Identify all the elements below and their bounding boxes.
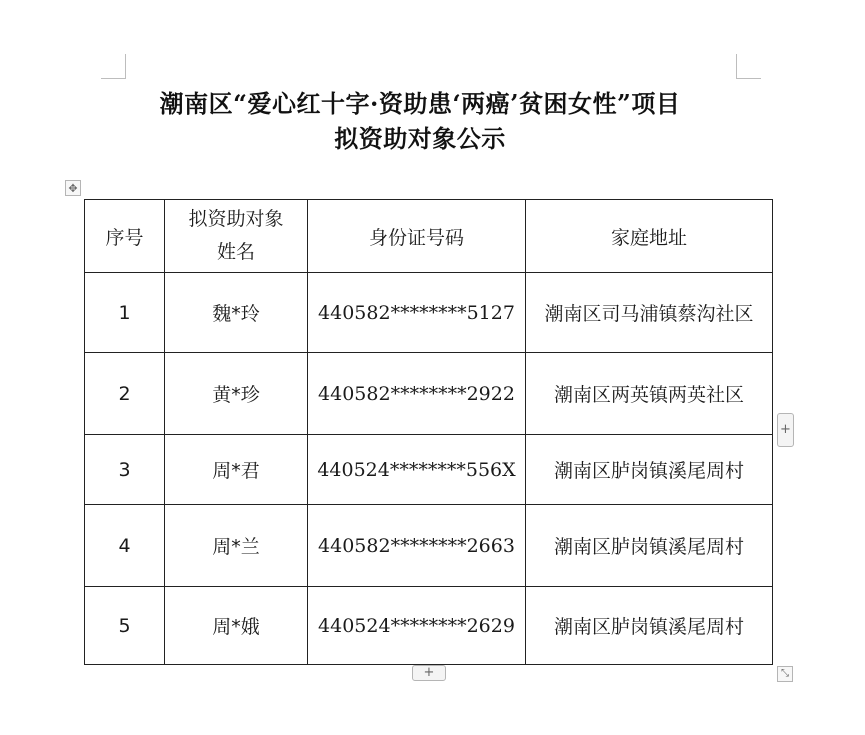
cell-id: 440582********5127 <box>308 273 526 353</box>
cell-address: 潮南区两英镇两英社区 <box>526 353 773 435</box>
header-name-line2: 姓名 <box>216 241 255 263</box>
table-resize-handle[interactable] <box>777 666 793 682</box>
cell-no: 2 <box>85 353 165 435</box>
cell-address: 潮南区胪岗镇溪尾周村 <box>526 587 773 665</box>
cell-no: 1 <box>85 273 165 353</box>
cell-address: 潮南区胪岗镇溪尾周村 <box>526 505 773 587</box>
table-row <box>85 435 773 505</box>
table-row <box>85 505 773 587</box>
cell-address: 潮南区胪岗镇溪尾周村 <box>526 435 773 505</box>
plus-icon: + <box>423 665 435 680</box>
table-row <box>85 273 773 353</box>
cell-id: 440582********2922 <box>308 353 526 435</box>
margin-corner-mark <box>736 54 761 79</box>
cell-name: 黄*珍 <box>165 353 308 435</box>
cell-no: 4 <box>85 505 165 587</box>
header-no: 序号 <box>85 200 165 273</box>
margin-corner-mark <box>101 54 126 79</box>
cell-id: 440524********2629 <box>308 587 526 665</box>
header-name-line1: 拟资助对象 <box>188 208 284 230</box>
header-name <box>165 200 308 273</box>
plus-icon: + <box>780 422 791 437</box>
cell-no: 3 <box>85 435 165 505</box>
table-row <box>85 587 773 665</box>
resize-icon: ⤡ <box>781 668 789 679</box>
cell-name: 周*君 <box>165 435 308 505</box>
cell-name: 周*娥 <box>165 587 308 665</box>
document-title-line1: 潮南区“爱心红十字·资助患‘两癌’贫困女性”项目 <box>159 89 681 118</box>
cell-no: 5 <box>85 587 165 665</box>
cell-id: 440524********556X <box>308 435 526 505</box>
cell-address: 潮南区司马浦镇蔡沟社区 <box>526 273 773 353</box>
cell-name: 魏*玲 <box>165 273 308 353</box>
table-header-row <box>85 200 773 273</box>
add-row-button[interactable] <box>412 665 446 681</box>
add-column-button[interactable] <box>777 413 794 447</box>
header-id: 身份证号码 <box>308 200 526 273</box>
header-address: 家庭地址 <box>526 200 773 273</box>
cell-name: 周*兰 <box>165 505 308 587</box>
recipient-table <box>84 199 773 665</box>
cell-id: 440582********2663 <box>308 505 526 587</box>
document-title-line2: 拟资助对象公示 <box>334 124 506 153</box>
move-icon: ✥ <box>68 182 78 195</box>
table-row <box>85 353 773 435</box>
table-move-handle[interactable] <box>65 180 81 196</box>
